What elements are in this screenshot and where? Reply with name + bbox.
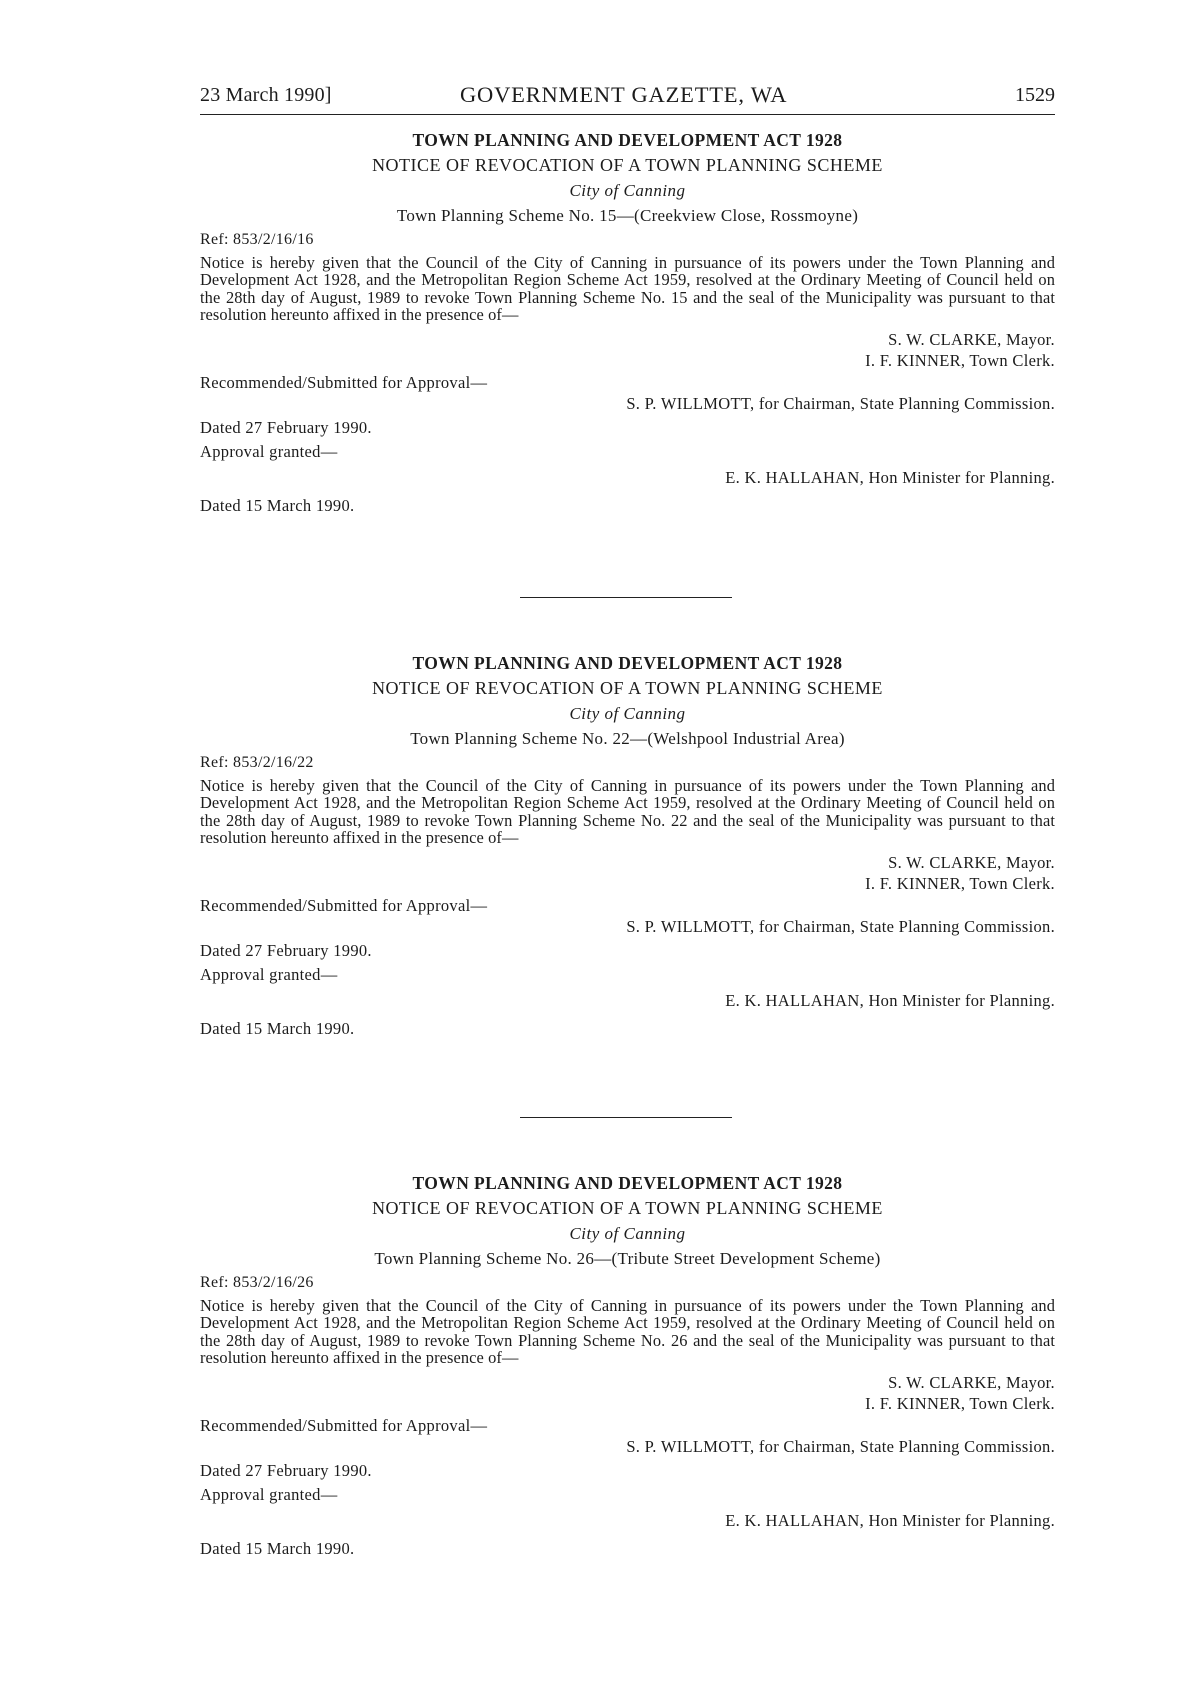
clerk-signatory: I. F. KINNER, Town Clerk. [865,1394,1055,1414]
council-name: City of Canning [569,704,686,723]
notice-scheme-26 [200,1171,1055,1561]
clerk-signatory: I. F. KINNER, Town Clerk. [865,351,1055,371]
notice-subtitle: NOTICE OF REVOCATION OF A TOWN PLANNING SCHEME [372,155,883,175]
scheme-name: Town Planning Scheme No. 22—(Welshpool Industrial Area) [410,729,845,748]
scheme-name: Town Planning Scheme No. 26—(Tribute Street Development Scheme) [374,1249,881,1268]
publication-title: GOVERNMENT GAZETTE, WA [460,82,788,107]
issue-date: 23 March 1990] [200,84,332,106]
notice-subtitle: NOTICE OF REVOCATION OF A TOWN PLANNING SCHEME [372,678,883,698]
mayor-signatory: S. W. CLARKE, Mayor. [888,853,1055,873]
recommended-line: Recommended/Submitted for Approval— [200,373,488,393]
notice-text: Notice is hereby given that the Council of the City of Canning in pursuance of its powers under the Town Planning and Development Act 1928, and the Metropolitan Region Scheme Act 1959, resolved at the Ordinary Meeting of Council held on the 28th day of August, 1989 to revoke Town Planning Scheme No. 15 and the seal of the Municipality was pursuant to that resolution hereunto affixed in the presence of— [200,253,1055,324]
recommended-line: Recommended/Submitted for Approval— [200,1416,488,1436]
minister-signatory: E. K. HALLAHAN, Hon Minister for Planning. [725,1511,1055,1531]
dated-second: Dated 15 March 1990. [200,1019,355,1039]
dated-first: Dated 27 February 1990. [200,941,372,961]
reference-number: Ref: 853/2/16/16 [200,231,314,248]
approval-granted: Approval granted— [200,1485,338,1505]
notice-title: TOWN PLANNING AND DEVELOPMENT ACT 1928 [412,653,843,673]
minister-signatory: E. K. HALLAHAN, Hon Minister for Planning. [725,991,1055,1011]
council-name: City of Canning [569,181,686,200]
dated-first: Dated 27 February 1990. [200,1461,372,1481]
page-number: 1529 [1015,84,1055,106]
notice-title: TOWN PLANNING AND DEVELOPMENT ACT 1928 [412,130,843,150]
notice-divider [520,597,732,598]
page-header [200,84,1055,115]
reference-number: Ref: 853/2/16/26 [200,1274,314,1291]
clerk-signatory: I. F. KINNER, Town Clerk. [865,874,1055,894]
notice-title: TOWN PLANNING AND DEVELOPMENT ACT 1928 [412,1173,843,1193]
planning-commission-signatory: S. P. WILLMOTT, for Chairman, State Planning Commission. [626,1437,1055,1457]
mayor-signatory: S. W. CLARKE, Mayor. [888,330,1055,350]
notice-scheme-15 [200,128,1055,518]
dated-second: Dated 15 March 1990. [200,1539,355,1559]
approval-granted: Approval granted— [200,442,338,462]
council-name: City of Canning [569,1224,686,1243]
dated-first: Dated 27 February 1990. [200,418,372,438]
notice-subtitle: NOTICE OF REVOCATION OF A TOWN PLANNING SCHEME [372,1198,883,1218]
reference-number: Ref: 853/2/16/22 [200,754,314,771]
scheme-name: Town Planning Scheme No. 15—(Creekview Close, Rossmoyne) [396,206,859,225]
notice-text: Notice is hereby given that the Council of the City of Canning in pursuance of its powers under the Town Planning and Development Act 1928, and the Metropolitan Region Scheme Act 1959, resolved at the Ordinary Meeting of Council held on the 28th day of August, 1989 to revoke Town Planning Scheme No. 26 and the seal of the Municipality was pursuant to that resolution hereunto affixed in the presence of— [200,1296,1055,1367]
minister-signatory: E. K. HALLAHAN, Hon Minister for Planning. [725,468,1055,488]
notice-divider [520,1117,732,1118]
planning-commission-signatory: S. P. WILLMOTT, for Chairman, State Planning Commission. [626,917,1055,937]
notice-text: Notice is hereby given that the Council of the City of Canning in pursuance of its powers under the Town Planning and Development Act 1928, and the Metropolitan Region Scheme Act 1959, resolved at the Ordinary Meeting of Council held on the 28th day of August, 1989 to revoke Town Planning Scheme No. 22 and the seal of the Municipality was pursuant to that resolution hereunto affixed in the presence of— [200,776,1055,847]
mayor-signatory: S. W. CLARKE, Mayor. [888,1373,1055,1393]
dated-second: Dated 15 March 1990. [200,496,355,516]
approval-granted: Approval granted— [200,965,338,985]
recommended-line: Recommended/Submitted for Approval— [200,896,488,916]
notice-scheme-22 [200,651,1055,1041]
planning-commission-signatory: S. P. WILLMOTT, for Chairman, State Planning Commission. [626,394,1055,414]
